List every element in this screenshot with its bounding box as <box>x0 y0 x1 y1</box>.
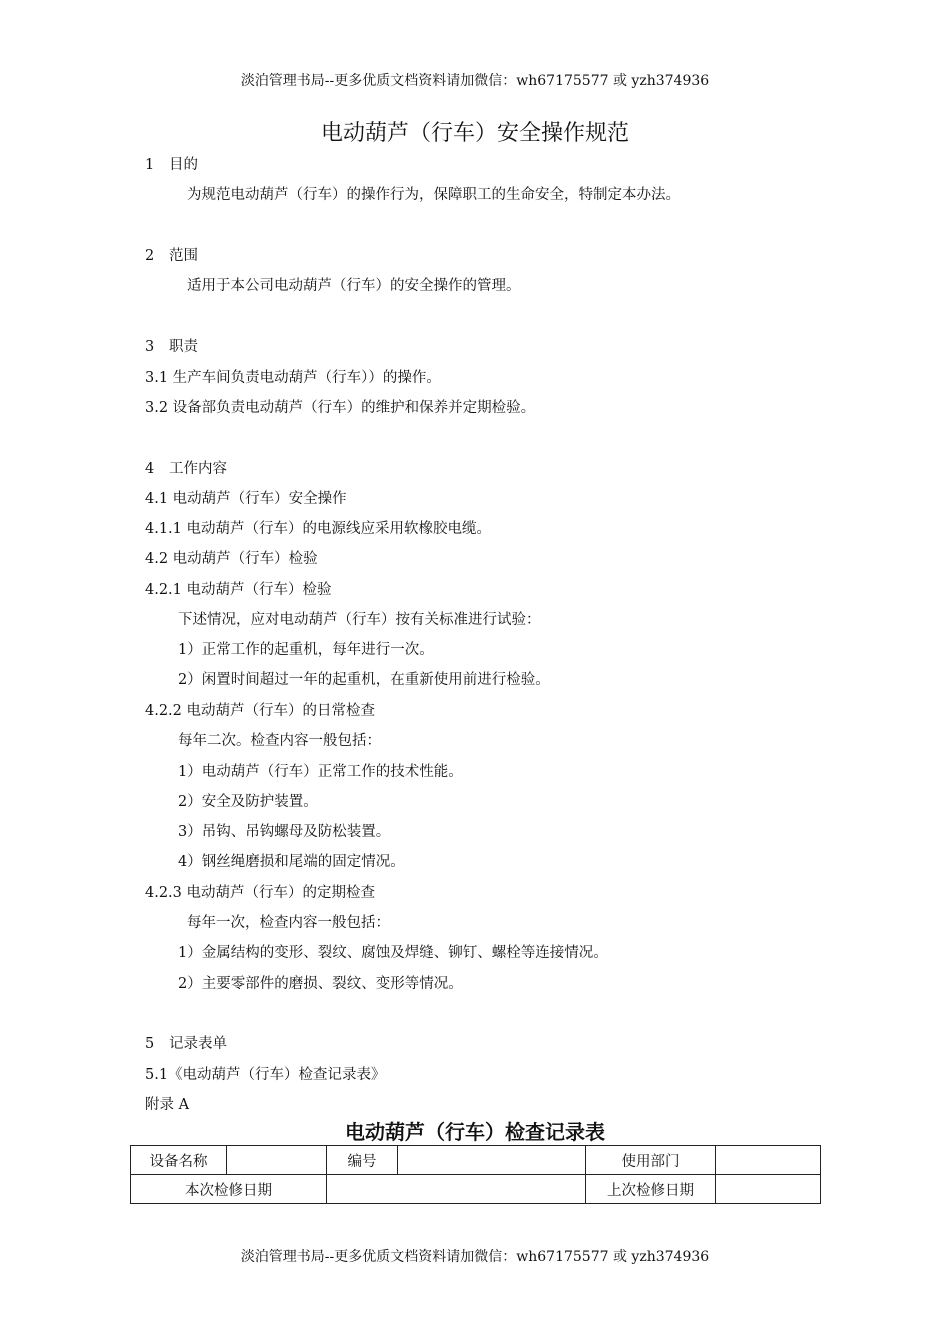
this-repair-date-label: 本次检修日期 <box>131 1175 327 1204</box>
section-3-item-2: 3.2 设备部负责电动葫芦（行车）的维护和保养并定期检验。 <box>145 400 536 416</box>
section-number: 5 <box>145 1036 155 1052</box>
page-title: 电动葫芦（行车）安全操作规范 <box>320 121 629 146</box>
paragraph: 每年二次。检查内容一般包括： <box>178 733 381 749</box>
list-item: 2）主要零部件的磨损、裂纹、变形等情况。 <box>178 976 463 992</box>
record-table-title: 电动葫芦（行车）检查记录表 <box>345 1120 605 1144</box>
section-2-body: 适用于本公司电动葫芦（行车）的安全操作的管理。 <box>187 278 521 294</box>
dept-label: 使用部门 <box>586 1146 716 1175</box>
section-1-body: 为规范电动葫芦（行车）的操作行为，保障职工的生命安全，特制定本办法。 <box>187 187 680 203</box>
subsection-4-2-2: 4.2.2 电动葫芦（行车）的日常检查 <box>145 703 376 719</box>
section-title: 范围 <box>169 248 198 264</box>
section-5-item-1: 5.1《电动葫芦（行车）检查记录表》 <box>145 1067 386 1083</box>
section-title: 目的 <box>169 157 198 173</box>
section-5-heading <box>145 1032 227 1053</box>
device-name-label: 设备名称 <box>131 1146 227 1175</box>
section-number: 3 <box>145 339 155 355</box>
section-4-heading <box>145 457 227 478</box>
section-1-heading <box>145 153 198 174</box>
section-number: 4 <box>145 461 155 477</box>
section-3-item-1: 3.1 生产车间负责电动葫芦（行车））的操作。 <box>145 370 441 386</box>
list-item: 4）钢丝绳磨损和尾端的固定情况。 <box>178 854 405 870</box>
section-number: 2 <box>145 248 155 264</box>
list-item: 2）闲置时间超过一年的起重机，在重新使用前进行检验。 <box>178 672 550 688</box>
section-title: 记录表单 <box>169 1036 227 1052</box>
dept-value[interactable] <box>716 1146 821 1175</box>
number-value[interactable] <box>398 1146 586 1175</box>
section-3-heading <box>145 335 198 356</box>
list-item: 1）电动葫芦（行车）正常工作的技术性能。 <box>178 764 463 780</box>
page-header: 淡泊管理书局--更多优质文档资料请加微信：wh67175577 或 yzh374936 <box>240 73 710 89</box>
this-repair-date-value[interactable] <box>327 1175 586 1204</box>
subsection-4-2-1: 4.2.1 电动葫芦（行车）检验 <box>145 582 332 598</box>
subsection-4-2: 4.2 电动葫芦（行车）检验 <box>145 551 318 567</box>
list-item: 3）吊钩、吊钩螺母及防松装置。 <box>178 824 391 840</box>
section-title: 工作内容 <box>169 461 227 477</box>
table-row <box>131 1146 821 1175</box>
section-number: 1 <box>145 157 155 173</box>
list-item: 2）安全及防护装置。 <box>178 794 318 810</box>
list-item: 1）金属结构的变形、裂纹、腐蚀及焊缝、铆钉、螺栓等连接情况。 <box>178 945 608 961</box>
appendix-label: 附录 A <box>145 1097 190 1113</box>
list-item: 1）正常工作的起重机，每年进行一次。 <box>178 642 434 658</box>
paragraph: 下述情况，应对电动葫芦（行车）按有关标准进行试验： <box>178 612 541 628</box>
section-2-heading <box>145 244 198 265</box>
table-row <box>131 1175 821 1204</box>
record-table <box>130 1145 821 1204</box>
section-title: 职责 <box>169 339 198 355</box>
subsection-4-1: 4.1 电动葫芦（行车）安全操作 <box>145 491 347 507</box>
last-repair-date-label: 上次检修日期 <box>586 1175 716 1204</box>
subsection-4-1-1: 4.1.1 电动葫芦（行车）的电源线应采用软橡胶电缆。 <box>145 521 492 537</box>
last-repair-date-value[interactable] <box>716 1175 821 1204</box>
subsection-4-2-3: 4.2.3 电动葫芦（行车）的定期检查 <box>145 885 376 901</box>
page-footer: 淡泊管理书局--更多优质文档资料请加微信：wh67175577 或 yzh374936 <box>240 1249 710 1265</box>
number-label: 编号 <box>327 1146 398 1175</box>
paragraph: 每年一次，检查内容一般包括： <box>187 915 390 931</box>
device-name-value[interactable] <box>227 1146 327 1175</box>
